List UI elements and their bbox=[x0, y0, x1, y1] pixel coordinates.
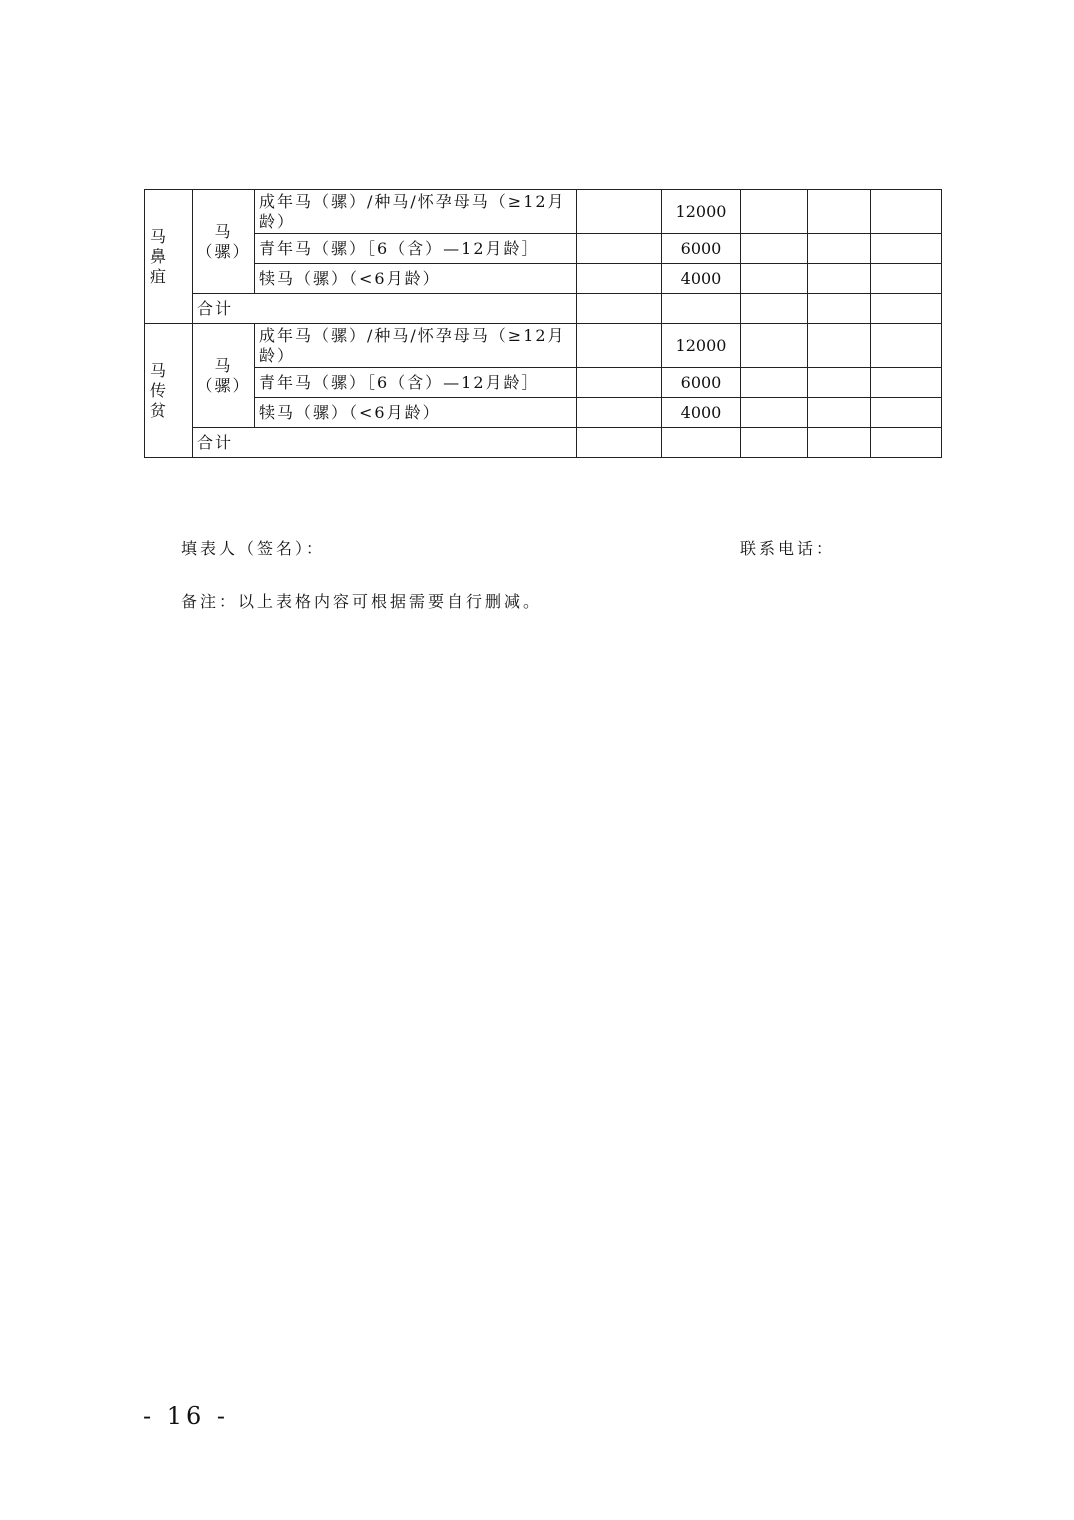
empty-cell bbox=[577, 428, 662, 458]
contact-phone-label: 联系电话： bbox=[740, 539, 836, 558]
empty-cell bbox=[741, 398, 808, 428]
empty-cell bbox=[808, 190, 871, 234]
price-cell: 6000 bbox=[662, 368, 741, 398]
table-row bbox=[145, 264, 942, 294]
price-cell: 12000 bbox=[662, 190, 741, 234]
category-cell: 成年马（骡）/种马/怀孕母马（≥12月龄） bbox=[255, 324, 577, 368]
empty-cell bbox=[871, 190, 942, 234]
empty-cell bbox=[808, 234, 871, 264]
empty-cell bbox=[741, 324, 808, 368]
empty-cell bbox=[871, 324, 942, 368]
disease-cell: 马鼻疽 bbox=[145, 190, 193, 324]
empty-cell bbox=[577, 368, 662, 398]
category-cell: 青年马（骡）［6（含）—12月龄］ bbox=[255, 234, 577, 264]
empty-cell bbox=[871, 264, 942, 294]
empty-cell bbox=[871, 294, 942, 324]
empty-cell bbox=[808, 368, 871, 398]
empty-cell bbox=[871, 398, 942, 428]
category-cell: 青年马（骡）［6（含）—12月龄］ bbox=[255, 368, 577, 398]
page-number: - 16 - bbox=[143, 1402, 230, 1430]
animal-cell: 马（骡） bbox=[193, 324, 255, 428]
price-cell: 4000 bbox=[662, 398, 741, 428]
table-row bbox=[145, 368, 942, 398]
empty-cell bbox=[871, 368, 942, 398]
empty-cell bbox=[577, 324, 662, 368]
empty-cell bbox=[662, 428, 741, 458]
empty-cell bbox=[741, 428, 808, 458]
price-cell: 12000 bbox=[662, 324, 741, 368]
empty-cell bbox=[577, 234, 662, 264]
disease-cell: 马传贫 bbox=[145, 324, 193, 458]
empty-cell bbox=[577, 190, 662, 234]
empty-cell bbox=[808, 264, 871, 294]
category-cell: 犊马（骡）（<6月龄） bbox=[255, 264, 577, 294]
empty-cell bbox=[741, 190, 808, 234]
price-cell: 4000 bbox=[662, 264, 741, 294]
empty-cell bbox=[577, 294, 662, 324]
subtotal-row bbox=[145, 294, 942, 324]
animal-cell: 马（骡） bbox=[193, 190, 255, 294]
table-row bbox=[145, 234, 942, 264]
empty-cell bbox=[577, 398, 662, 428]
category-cell: 犊马（骡）（<6月龄） bbox=[255, 398, 577, 428]
empty-cell bbox=[808, 294, 871, 324]
empty-cell bbox=[808, 324, 871, 368]
empty-cell bbox=[871, 428, 942, 458]
empty-cell bbox=[871, 234, 942, 264]
compensation-table bbox=[144, 189, 942, 458]
table-row bbox=[145, 324, 942, 368]
price-cell: 6000 bbox=[662, 234, 741, 264]
empty-cell bbox=[808, 398, 871, 428]
empty-cell bbox=[662, 294, 741, 324]
empty-cell bbox=[741, 294, 808, 324]
subtotal-row bbox=[145, 428, 942, 458]
category-cell: 成年马（骡）/种马/怀孕母马（≥12月龄） bbox=[255, 190, 577, 234]
empty-cell bbox=[741, 368, 808, 398]
table-row bbox=[145, 398, 942, 428]
empty-cell bbox=[577, 264, 662, 294]
filler-signature-label: 填表人（签名）： bbox=[181, 539, 326, 558]
subtotal-label: 合计 bbox=[193, 428, 577, 458]
empty-cell bbox=[741, 234, 808, 264]
empty-cell bbox=[741, 264, 808, 294]
subtotal-label: 合计 bbox=[193, 294, 577, 324]
table-row bbox=[145, 190, 942, 234]
remark-note: 备注：以上表格内容可根据需要自行删减。 bbox=[181, 592, 543, 611]
empty-cell bbox=[808, 428, 871, 458]
